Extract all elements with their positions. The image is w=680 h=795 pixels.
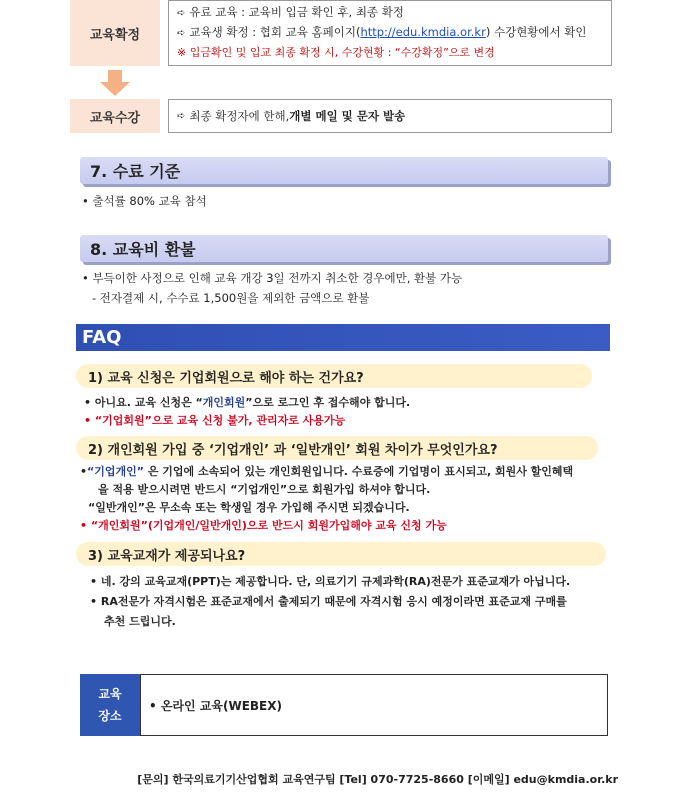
hand-arrow-icon: ➪ <box>177 110 186 122</box>
step-label-confirm: 교육확정 <box>70 0 160 66</box>
step-box-attend: ➪ 최종 확정자에 한해, 개별 메일 및 문자 발송 <box>168 99 612 133</box>
faq-question-2: 2) 개인회원 가입 중 ‘기업개인’ 과 ‘일반개인’ 회원 차이가 무엇인가요? <box>76 436 598 460</box>
place-value: • 온라인 교육(WEBEX) <box>140 674 608 736</box>
faq-answer-2: •“기업개인” 은 기업에 소속되어 있는 개인회원입니다. 수료증에 기업명이 표시되고, 회원사 할인혜택 을 적용 받으시려면 반드시 “기업개인”으로 회원가입 하셔야 합니다. “일반개인”은 무소속 또는 학생일 경우 가입해 주시면 되겠습니다. • “개인회원”(기업개인/일반개인)으로 반드시 회원가입해야 교육 신청 가능 <box>80 465 574 532</box>
faq-question-1: 1) 교육 신청은 기업회원으로 해야 하는 건가요? <box>76 364 592 388</box>
place-label: 교육 장소 <box>80 674 140 736</box>
step-box-confirm: ➪ 유료 교육 : 교육비 입금 확인 후, 최종 확정 ➪ 교육생 확정 : 협회 교육 홈페이지(http://edu.kmdia.or.kr) 수강현황에서 확인 ※ 입금확인 및 입교 최종 확정 시, 수강현황 : “수강확정”으로 변경 <box>168 0 612 66</box>
faq-answer-3: • 네. 강의 교육교재(PPT)는 제공합니다. 단, 의료기기 규제과학(RA)전문가 표준교재가 아닙니다. • RA전문가 자격시험은 표준교재에서 출제되기 때문에 자격시험 응시 예정이라면 표준교재 구매를 추천 드립니다. <box>90 575 571 628</box>
down-arrow-icon <box>100 70 130 96</box>
section-7-title: 7. 수료 기준 <box>80 157 608 184</box>
step-label-attend: 교육수강 <box>70 99 160 133</box>
section-7-item: • 출석률 80% 교육 참석 <box>82 194 207 208</box>
contact-footer: [문의] 한국의료기기산업협회 교육연구팀 [Tel] 070-7725-8660 [이메일] edu@kmdia.or.kr <box>137 773 618 786</box>
edu-homepage-link[interactable]: http://edu.kmdia.or.kr <box>360 25 486 39</box>
faq-answer-1: • 아니요. 교육 신청은 “개인회원”으로 로그인 후 접수해야 합니다. • “기업회원”으로 교육 신청 불가, 관리자로 사용가능 <box>84 396 411 427</box>
confirm-note: ※ 입금확인 및 입교 최종 확정 시, 수강현황 : “수강확정”으로 변경 <box>177 46 495 59</box>
section-8-title: 8. 교육비 환불 <box>80 235 608 262</box>
faq-title: FAQ <box>76 324 610 351</box>
hand-arrow-icon: ➪ <box>177 28 186 39</box>
hand-arrow-icon: ➪ <box>177 8 186 19</box>
faq-question-3: 3) 교육교재가 제공되나요? <box>76 542 606 566</box>
section-8-item: • 부득이한 사정으로 인해 교육 개강 3일 전까지 취소한 경우에만, 환불 가능 <box>82 271 463 285</box>
section-8-subitem: - 전자결제 시, 수수료 1,500원을 제외한 금액으로 환불 <box>92 291 370 305</box>
